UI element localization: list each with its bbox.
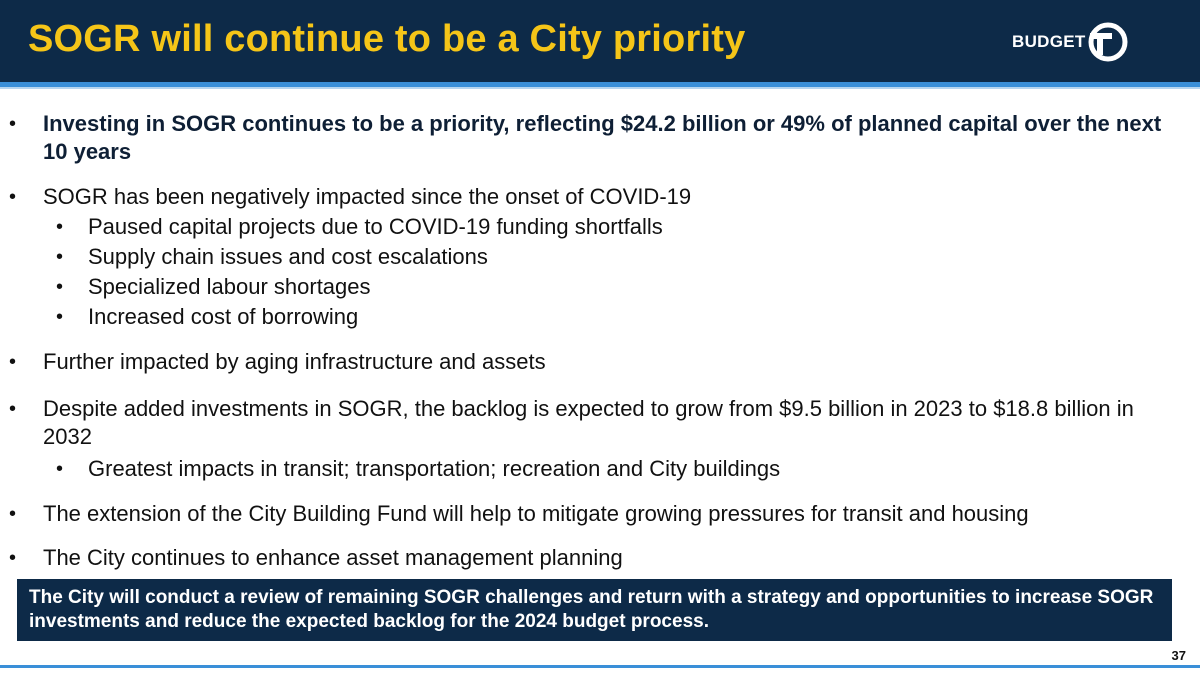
bullet-marker: • <box>9 503 17 525</box>
list-item-text: Despite added investments in SOGR, the backlog is expected to grow from $9.5 billion in 2023 to $18.8 billion in 2032 <box>43 396 1134 449</box>
bullet-marker: • <box>56 276 64 298</box>
header-accent-thin <box>0 87 1200 89</box>
bullet-marker: • <box>9 547 17 569</box>
sub-list-item-text: Supply chain issues and cost escalations <box>88 244 488 269</box>
callout-box <box>17 579 1172 641</box>
header-bar <box>0 0 1200 82</box>
list-item-text: SOGR has been negatively impacted since the onset of COVID-19 <box>43 184 692 209</box>
page-number: 37 <box>1171 648 1186 663</box>
list-item-text: The City continues to enhance asset management planning <box>43 545 623 570</box>
list-item-text: Further impacted by aging infrastructure and assets <box>43 349 546 374</box>
list-item-text: Investing in SOGR continues to be a priority, reflecting $24.2 billion or 49% of planned capital over the next 10 years <box>43 111 1162 164</box>
bullet-marker: • <box>9 113 17 135</box>
bullet-marker: • <box>56 246 64 268</box>
bullet-marker: • <box>56 306 64 328</box>
bullet-marker: • <box>9 351 17 373</box>
sub-list-item-text: Paused capital projects due to COVID-19 funding shortfalls <box>88 214 663 239</box>
bullet-marker: • <box>9 398 17 420</box>
list-item-text: The extension of the City Building Fund will help to mitigate growing pressures for transit and housing <box>43 501 1029 526</box>
bullet-marker: • <box>56 216 64 238</box>
sub-list-item-text: Specialized labour shortages <box>88 274 371 299</box>
footer-accent-line <box>0 665 1200 668</box>
budget-to-logo <box>1012 22 1128 62</box>
bullet-marker: • <box>9 186 17 208</box>
callout-text: The City will conduct a review of remaining SOGR challenges and return with a strategy and opportunities to increase SOGR investments and reduce the expected backlog for the 2024 budget process. <box>29 587 1154 632</box>
logo-mark-icon <box>1088 22 1128 62</box>
sub-list-item-text: Greatest impacts in transit; transportation; recreation and City buildings <box>88 456 781 481</box>
logo-text: BUDGET <box>1012 32 1086 51</box>
bullet-marker: • <box>56 458 64 480</box>
slide-title: SOGR will continue to be a City priority <box>28 18 746 60</box>
sub-list-item-text: Increased cost of borrowing <box>88 304 359 329</box>
